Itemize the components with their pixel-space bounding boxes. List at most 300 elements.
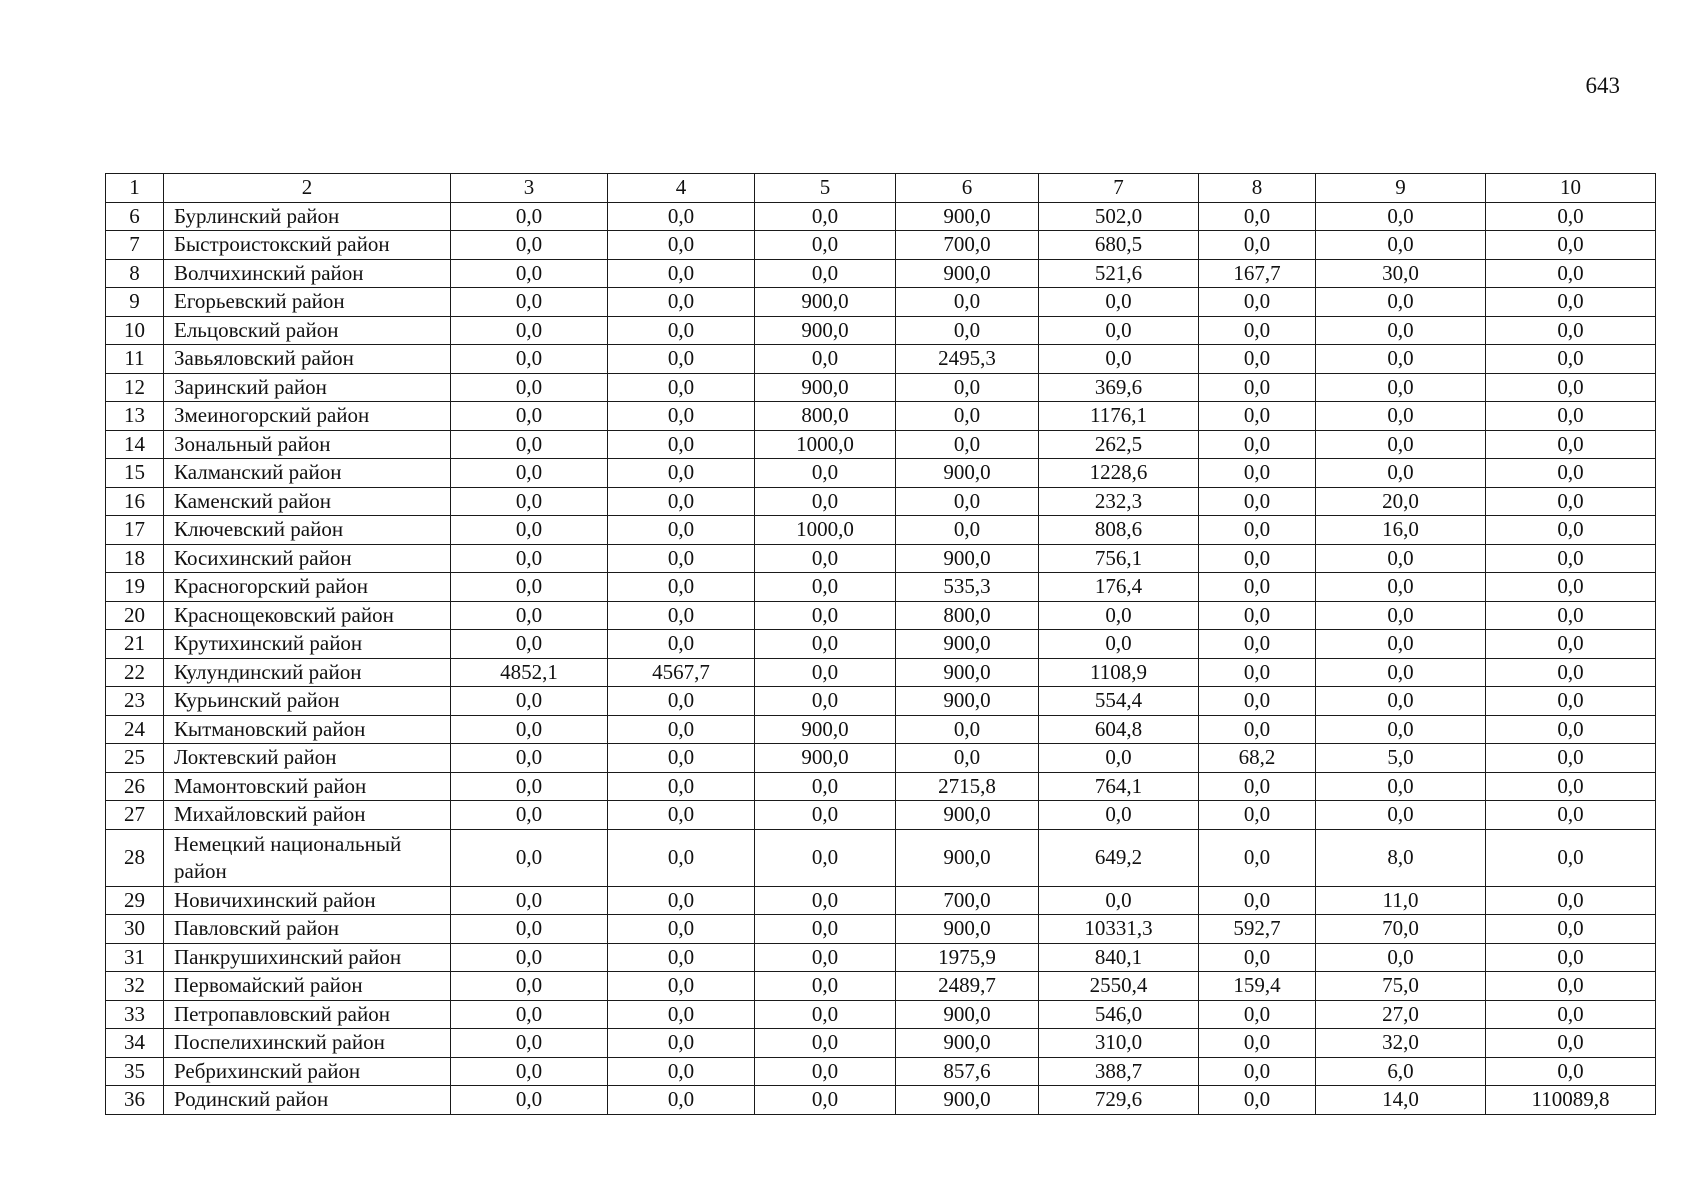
header-cell-7: 7 <box>1039 174 1199 203</box>
col-3-cell: 0,0 <box>451 1057 608 1086</box>
col-5-cell: 0,0 <box>755 829 896 886</box>
district-name-cell: Змеиногорский район <box>164 402 451 431</box>
col-7-cell: 0,0 <box>1039 345 1199 374</box>
col-5-cell: 0,0 <box>755 1057 896 1086</box>
col-4-cell: 0,0 <box>608 744 755 773</box>
col-8-cell: 0,0 <box>1199 687 1316 716</box>
col-4-cell: 0,0 <box>608 516 755 545</box>
row-number-cell: 34 <box>106 1029 164 1058</box>
col-8-cell: 0,0 <box>1199 1029 1316 1058</box>
row-number-cell: 18 <box>106 544 164 573</box>
table-row <box>106 943 1656 972</box>
row-number-cell: 33 <box>106 1000 164 1029</box>
col-7-cell: 680,5 <box>1039 231 1199 260</box>
col-4-cell: 0,0 <box>608 630 755 659</box>
col-6-cell: 900,0 <box>896 544 1039 573</box>
col-7-cell: 764,1 <box>1039 772 1199 801</box>
col-6-cell: 900,0 <box>896 915 1039 944</box>
row-number-cell: 6 <box>106 202 164 231</box>
col-4-cell: 0,0 <box>608 544 755 573</box>
col-6-cell: 900,0 <box>896 658 1039 687</box>
district-name-cell: Калманский район <box>164 459 451 488</box>
col-8-cell: 592,7 <box>1199 915 1316 944</box>
table-row <box>106 231 1656 260</box>
col-7-cell: 808,6 <box>1039 516 1199 545</box>
col-10-cell: 110089,8 <box>1486 1086 1656 1115</box>
col-6-cell: 1975,9 <box>896 943 1039 972</box>
col-5-cell: 0,0 <box>755 1029 896 1058</box>
col-8-cell: 0,0 <box>1199 487 1316 516</box>
col-10-cell: 0,0 <box>1486 1057 1656 1086</box>
col-3-cell: 0,0 <box>451 601 608 630</box>
col-5-cell: 0,0 <box>755 772 896 801</box>
col-4-cell: 0,0 <box>608 1000 755 1029</box>
col-10-cell: 0,0 <box>1486 573 1656 602</box>
col-8-cell: 167,7 <box>1199 259 1316 288</box>
col-3-cell: 0,0 <box>451 630 608 659</box>
col-4-cell: 0,0 <box>608 402 755 431</box>
col-4-cell: 0,0 <box>608 801 755 830</box>
table-row <box>106 459 1656 488</box>
col-5-cell: 0,0 <box>755 915 896 944</box>
table-row <box>106 715 1656 744</box>
col-10-cell: 0,0 <box>1486 459 1656 488</box>
col-9-cell: 0,0 <box>1316 687 1486 716</box>
col-7-cell: 554,4 <box>1039 687 1199 716</box>
col-10-cell: 0,0 <box>1486 972 1656 1001</box>
district-name-cell: Кулундинский район <box>164 658 451 687</box>
row-number-cell: 12 <box>106 373 164 402</box>
row-number-cell: 28 <box>106 829 164 886</box>
col-7-cell: 0,0 <box>1039 601 1199 630</box>
table-row <box>106 801 1656 830</box>
col-4-cell: 0,0 <box>608 943 755 972</box>
col-8-cell: 0,0 <box>1199 373 1316 402</box>
page-number: 643 <box>1585 73 1620 98</box>
col-4-cell: 0,0 <box>608 772 755 801</box>
district-name-cell: Ельцовский район <box>164 316 451 345</box>
col-7-cell: 1108,9 <box>1039 658 1199 687</box>
col-10-cell: 0,0 <box>1486 345 1656 374</box>
col-5-cell: 0,0 <box>755 231 896 260</box>
col-5-cell: 0,0 <box>755 345 896 374</box>
col-9-cell: 0,0 <box>1316 402 1486 431</box>
row-number-cell: 36 <box>106 1086 164 1115</box>
col-7-cell: 176,4 <box>1039 573 1199 602</box>
row-number-cell: 9 <box>106 288 164 317</box>
col-4-cell: 0,0 <box>608 829 755 886</box>
col-7-cell: 0,0 <box>1039 801 1199 830</box>
col-10-cell: 0,0 <box>1486 316 1656 345</box>
row-number-cell: 20 <box>106 601 164 630</box>
col-10-cell: 0,0 <box>1486 544 1656 573</box>
table-row <box>106 829 1656 886</box>
row-number-cell: 10 <box>106 316 164 345</box>
col-8-cell: 0,0 <box>1199 658 1316 687</box>
col-6-cell: 2715,8 <box>896 772 1039 801</box>
col-3-cell: 0,0 <box>451 886 608 915</box>
district-name-cell: Бурлинский район <box>164 202 451 231</box>
row-number-cell: 31 <box>106 943 164 972</box>
col-10-cell: 0,0 <box>1486 487 1656 516</box>
col-9-cell: 20,0 <box>1316 487 1486 516</box>
col-6-cell: 900,0 <box>896 801 1039 830</box>
col-4-cell: 0,0 <box>608 487 755 516</box>
col-5-cell: 1000,0 <box>755 516 896 545</box>
col-6-cell: 900,0 <box>896 1086 1039 1115</box>
col-7-cell: 10331,3 <box>1039 915 1199 944</box>
table-row <box>106 1086 1656 1115</box>
row-number-cell: 7 <box>106 231 164 260</box>
row-number-cell: 16 <box>106 487 164 516</box>
col-5-cell: 0,0 <box>755 886 896 915</box>
col-7-cell: 0,0 <box>1039 886 1199 915</box>
col-4-cell: 0,0 <box>608 288 755 317</box>
col-6-cell: 0,0 <box>896 487 1039 516</box>
col-9-cell: 0,0 <box>1316 231 1486 260</box>
col-6-cell: 900,0 <box>896 630 1039 659</box>
col-3-cell: 0,0 <box>451 915 608 944</box>
header-cell-9: 9 <box>1316 174 1486 203</box>
table-row <box>106 772 1656 801</box>
col-5-cell: 900,0 <box>755 316 896 345</box>
table-row <box>106 744 1656 773</box>
col-4-cell: 0,0 <box>608 202 755 231</box>
header-cell-1: 1 <box>106 174 164 203</box>
district-name-cell: Каменский район <box>164 487 451 516</box>
col-4-cell: 0,0 <box>608 373 755 402</box>
col-3-cell: 0,0 <box>451 544 608 573</box>
col-9-cell: 0,0 <box>1316 202 1486 231</box>
col-5-cell: 900,0 <box>755 744 896 773</box>
col-7-cell: 0,0 <box>1039 316 1199 345</box>
col-5-cell: 0,0 <box>755 687 896 716</box>
district-name-cell: Новичихинский район <box>164 886 451 915</box>
col-5-cell: 0,0 <box>755 1086 896 1115</box>
col-8-cell: 0,0 <box>1199 1000 1316 1029</box>
district-name-cell: Петропавловский район <box>164 1000 451 1029</box>
district-name-cell: Егорьевский район <box>164 288 451 317</box>
district-name-cell: Зональный район <box>164 430 451 459</box>
col-8-cell: 0,0 <box>1199 630 1316 659</box>
col-10-cell: 0,0 <box>1486 516 1656 545</box>
col-5-cell: 0,0 <box>755 972 896 1001</box>
col-9-cell: 0,0 <box>1316 573 1486 602</box>
col-5-cell: 1000,0 <box>755 430 896 459</box>
table-row <box>106 544 1656 573</box>
district-name-cell: Михайловский район <box>164 801 451 830</box>
col-9-cell: 30,0 <box>1316 259 1486 288</box>
col-4-cell: 0,0 <box>608 886 755 915</box>
row-number-cell: 22 <box>106 658 164 687</box>
col-8-cell: 0,0 <box>1199 316 1316 345</box>
data-table <box>105 173 1656 1115</box>
col-7-cell: 0,0 <box>1039 630 1199 659</box>
table-row <box>106 430 1656 459</box>
district-name-cell: Поспелихинский район <box>164 1029 451 1058</box>
col-9-cell: 75,0 <box>1316 972 1486 1001</box>
header-cell-2: 2 <box>164 174 451 203</box>
col-10-cell: 0,0 <box>1486 772 1656 801</box>
col-8-cell: 0,0 <box>1199 430 1316 459</box>
data-table-container <box>105 173 1656 1115</box>
row-number-cell: 14 <box>106 430 164 459</box>
col-10-cell: 0,0 <box>1486 658 1656 687</box>
col-5-cell: 0,0 <box>755 259 896 288</box>
table-row <box>106 345 1656 374</box>
col-5-cell: 0,0 <box>755 943 896 972</box>
col-10-cell: 0,0 <box>1486 915 1656 944</box>
row-number-cell: 35 <box>106 1057 164 1086</box>
col-4-cell: 0,0 <box>608 1057 755 1086</box>
col-10-cell: 0,0 <box>1486 288 1656 317</box>
col-9-cell: 11,0 <box>1316 886 1486 915</box>
col-9-cell: 6,0 <box>1316 1057 1486 1086</box>
col-3-cell: 0,0 <box>451 573 608 602</box>
row-number-cell: 17 <box>106 516 164 545</box>
col-4-cell: 0,0 <box>608 715 755 744</box>
table-row <box>106 915 1656 944</box>
col-8-cell: 0,0 <box>1199 886 1316 915</box>
col-3-cell: 0,0 <box>451 744 608 773</box>
district-name-cell: Ключевский район <box>164 516 451 545</box>
col-6-cell: 2495,3 <box>896 345 1039 374</box>
col-5-cell: 0,0 <box>755 1000 896 1029</box>
col-3-cell: 0,0 <box>451 715 608 744</box>
table-row <box>106 658 1656 687</box>
col-3-cell: 0,0 <box>451 231 608 260</box>
col-6-cell: 0,0 <box>896 715 1039 744</box>
col-4-cell: 0,0 <box>608 687 755 716</box>
table-row <box>106 1057 1656 1086</box>
col-7-cell: 502,0 <box>1039 202 1199 231</box>
row-number-cell: 30 <box>106 915 164 944</box>
col-9-cell: 5,0 <box>1316 744 1486 773</box>
col-6-cell: 0,0 <box>896 316 1039 345</box>
col-4-cell: 0,0 <box>608 231 755 260</box>
col-6-cell: 900,0 <box>896 202 1039 231</box>
col-7-cell: 369,6 <box>1039 373 1199 402</box>
col-6-cell: 535,3 <box>896 573 1039 602</box>
col-5-cell: 0,0 <box>755 459 896 488</box>
table-row <box>106 487 1656 516</box>
col-10-cell: 0,0 <box>1486 1000 1656 1029</box>
col-5-cell: 0,0 <box>755 658 896 687</box>
col-6-cell: 857,6 <box>896 1057 1039 1086</box>
table-row <box>106 601 1656 630</box>
col-3-cell: 0,0 <box>451 972 608 1001</box>
col-6-cell: 2489,7 <box>896 972 1039 1001</box>
col-9-cell: 0,0 <box>1316 459 1486 488</box>
district-name-cell: Панкрушихинский район <box>164 943 451 972</box>
col-6-cell: 700,0 <box>896 231 1039 260</box>
district-name-cell: Мамонтовский район <box>164 772 451 801</box>
col-6-cell: 900,0 <box>896 1029 1039 1058</box>
table-row <box>106 687 1656 716</box>
district-name-cell: Локтевский район <box>164 744 451 773</box>
header-cell-3: 3 <box>451 174 608 203</box>
col-10-cell: 0,0 <box>1486 430 1656 459</box>
table-row <box>106 630 1656 659</box>
table-row <box>106 516 1656 545</box>
district-name-cell: Немецкий национальный район <box>164 829 451 886</box>
col-8-cell: 68,2 <box>1199 744 1316 773</box>
row-number-cell: 23 <box>106 687 164 716</box>
col-6-cell: 700,0 <box>896 886 1039 915</box>
table-row <box>106 316 1656 345</box>
col-8-cell: 0,0 <box>1199 601 1316 630</box>
col-9-cell: 8,0 <box>1316 829 1486 886</box>
col-3-cell: 0,0 <box>451 259 608 288</box>
col-10-cell: 0,0 <box>1486 744 1656 773</box>
table-row <box>106 373 1656 402</box>
col-4-cell: 0,0 <box>608 1086 755 1115</box>
col-6-cell: 900,0 <box>896 1000 1039 1029</box>
col-3-cell: 0,0 <box>451 1000 608 1029</box>
table-body <box>106 174 1656 1115</box>
col-3-cell: 0,0 <box>451 373 608 402</box>
district-name-cell: Ребрихинский район <box>164 1057 451 1086</box>
col-6-cell: 900,0 <box>896 687 1039 716</box>
row-number-cell: 27 <box>106 801 164 830</box>
row-number-cell: 21 <box>106 630 164 659</box>
col-7-cell: 1176,1 <box>1039 402 1199 431</box>
col-4-cell: 0,0 <box>608 601 755 630</box>
header-cell-10: 10 <box>1486 174 1656 203</box>
col-10-cell: 0,0 <box>1486 630 1656 659</box>
district-name-cell: Курьинский район <box>164 687 451 716</box>
col-4-cell: 0,0 <box>608 345 755 374</box>
col-7-cell: 546,0 <box>1039 1000 1199 1029</box>
col-6-cell: 900,0 <box>896 459 1039 488</box>
district-name-cell: Родинский район <box>164 1086 451 1115</box>
col-10-cell: 0,0 <box>1486 715 1656 744</box>
district-name-cell: Первомайский район <box>164 972 451 1001</box>
row-number-cell: 8 <box>106 259 164 288</box>
col-8-cell: 0,0 <box>1199 345 1316 374</box>
col-7-cell: 262,5 <box>1039 430 1199 459</box>
col-9-cell: 0,0 <box>1316 630 1486 659</box>
col-4-cell: 0,0 <box>608 430 755 459</box>
table-row <box>106 886 1656 915</box>
col-6-cell: 0,0 <box>896 373 1039 402</box>
district-name-cell: Краснощековский район <box>164 601 451 630</box>
col-8-cell: 0,0 <box>1199 772 1316 801</box>
row-number-cell: 32 <box>106 972 164 1001</box>
col-5-cell: 0,0 <box>755 487 896 516</box>
col-9-cell: 0,0 <box>1316 430 1486 459</box>
col-4-cell: 0,0 <box>608 915 755 944</box>
col-10-cell: 0,0 <box>1486 259 1656 288</box>
col-8-cell: 0,0 <box>1199 459 1316 488</box>
col-7-cell: 604,8 <box>1039 715 1199 744</box>
col-10-cell: 0,0 <box>1486 829 1656 886</box>
col-5-cell: 0,0 <box>755 573 896 602</box>
col-6-cell: 0,0 <box>896 744 1039 773</box>
col-9-cell: 0,0 <box>1316 658 1486 687</box>
col-5-cell: 900,0 <box>755 373 896 402</box>
col-4-cell: 0,0 <box>608 459 755 488</box>
row-number-cell: 26 <box>106 772 164 801</box>
col-4-cell: 0,0 <box>608 316 755 345</box>
row-number-cell: 25 <box>106 744 164 773</box>
col-7-cell: 232,3 <box>1039 487 1199 516</box>
col-10-cell: 0,0 <box>1486 886 1656 915</box>
col-8-cell: 0,0 <box>1199 573 1316 602</box>
col-7-cell: 729,6 <box>1039 1086 1199 1115</box>
col-5-cell: 0,0 <box>755 630 896 659</box>
col-9-cell: 0,0 <box>1316 715 1486 744</box>
header-cell-4: 4 <box>608 174 755 203</box>
col-7-cell: 310,0 <box>1039 1029 1199 1058</box>
table-row <box>106 1000 1656 1029</box>
district-name-cell: Завьяловский район <box>164 345 451 374</box>
col-5-cell: 0,0 <box>755 601 896 630</box>
col-7-cell: 840,1 <box>1039 943 1199 972</box>
district-name-cell: Быстроистокский район <box>164 231 451 260</box>
col-10-cell: 0,0 <box>1486 373 1656 402</box>
col-8-cell: 0,0 <box>1199 288 1316 317</box>
col-5-cell: 0,0 <box>755 544 896 573</box>
col-9-cell: 0,0 <box>1316 345 1486 374</box>
col-9-cell: 0,0 <box>1316 373 1486 402</box>
col-9-cell: 27,0 <box>1316 1000 1486 1029</box>
col-8-cell: 0,0 <box>1199 715 1316 744</box>
col-8-cell: 0,0 <box>1199 943 1316 972</box>
table-row <box>106 1029 1656 1058</box>
col-8-cell: 0,0 <box>1199 544 1316 573</box>
col-6-cell: 0,0 <box>896 288 1039 317</box>
col-3-cell: 0,0 <box>451 345 608 374</box>
col-8-cell: 0,0 <box>1199 829 1316 886</box>
col-9-cell: 0,0 <box>1316 772 1486 801</box>
header-row <box>106 174 1656 203</box>
col-7-cell: 1228,6 <box>1039 459 1199 488</box>
row-number-cell: 15 <box>106 459 164 488</box>
col-6-cell: 900,0 <box>896 259 1039 288</box>
col-7-cell: 756,1 <box>1039 544 1199 573</box>
row-number-cell: 24 <box>106 715 164 744</box>
district-name-cell: Кытмановский район <box>164 715 451 744</box>
col-4-cell: 0,0 <box>608 259 755 288</box>
col-3-cell: 0,0 <box>451 459 608 488</box>
col-9-cell: 0,0 <box>1316 801 1486 830</box>
table-row <box>106 972 1656 1001</box>
col-7-cell: 649,2 <box>1039 829 1199 886</box>
col-9-cell: 16,0 <box>1316 516 1486 545</box>
table-row <box>106 288 1656 317</box>
col-10-cell: 0,0 <box>1486 202 1656 231</box>
col-8-cell: 0,0 <box>1199 801 1316 830</box>
district-name-cell: Красногорский район <box>164 573 451 602</box>
col-3-cell: 0,0 <box>451 516 608 545</box>
col-8-cell: 159,4 <box>1199 972 1316 1001</box>
col-3-cell: 0,0 <box>451 1086 608 1115</box>
col-5-cell: 900,0 <box>755 715 896 744</box>
col-6-cell: 0,0 <box>896 402 1039 431</box>
col-8-cell: 0,0 <box>1199 516 1316 545</box>
col-5-cell: 900,0 <box>755 288 896 317</box>
district-name-cell: Волчихинский район <box>164 259 451 288</box>
col-8-cell: 0,0 <box>1199 231 1316 260</box>
row-number-cell: 13 <box>106 402 164 431</box>
col-3-cell: 0,0 <box>451 202 608 231</box>
col-4-cell: 0,0 <box>608 1029 755 1058</box>
col-4-cell: 4567,7 <box>608 658 755 687</box>
col-3-cell: 4852,1 <box>451 658 608 687</box>
col-3-cell: 0,0 <box>451 943 608 972</box>
col-5-cell: 800,0 <box>755 402 896 431</box>
